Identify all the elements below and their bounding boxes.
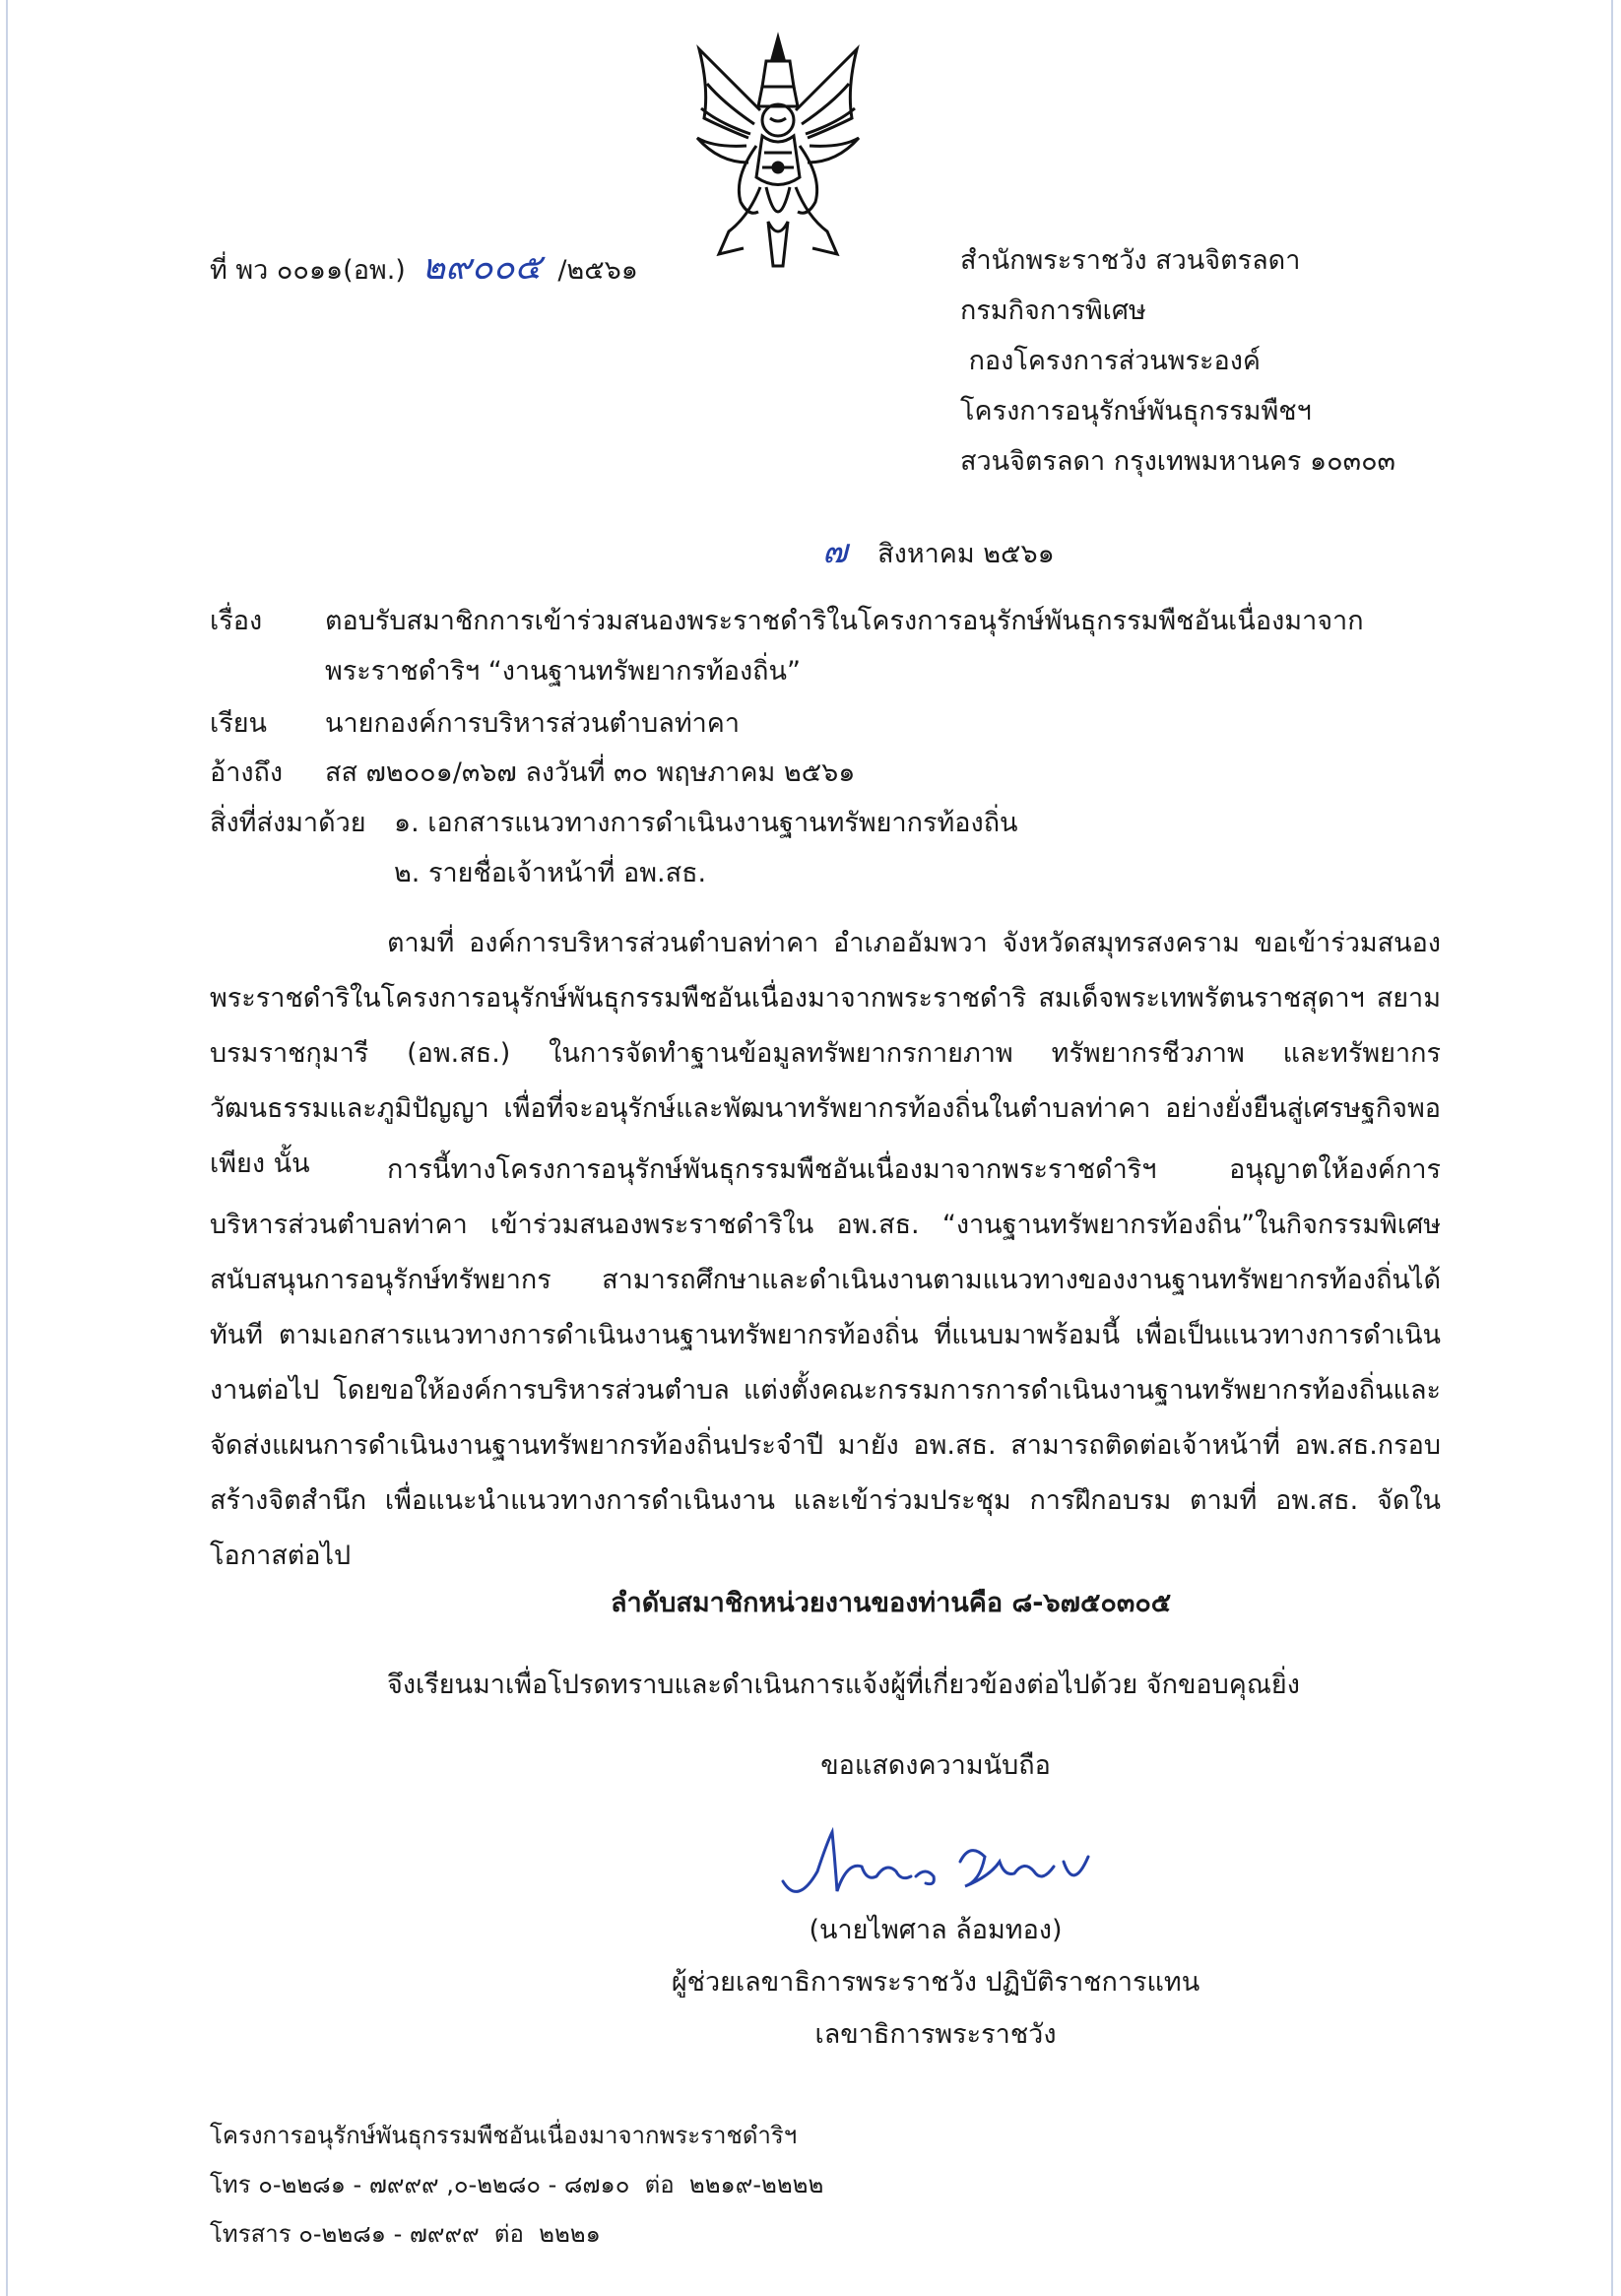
recipient-value: นายกองค์การบริหารส่วนตำบลท่าคา <box>325 708 741 739</box>
footer-fax: โทรสาร ๐-๒๒๘๑ - ๗๙๙๙ ต่อ ๒๒๒๑ <box>210 2220 601 2248</box>
sender-address-line: โครงการอนุรักษ์พันธุกรรมพืชฯ <box>960 396 1312 426</box>
enclosures-label: สิ่งที่ส่งมาด้วย <box>210 808 366 838</box>
ref-handwritten-number: ๒๙๐๐๕ <box>421 247 542 288</box>
enclosure-item: ๒. รายชื่อเจ้าหน้าที่ อพ.สธ. <box>394 858 707 888</box>
date-month-year: สิงหาคม ๒๕๖๑ <box>877 539 1055 569</box>
body-paragraph-2: การนี้ทางโครงการอนุรักษ์พันธุกรรมพืชอันเนื่องมาจากพระราชดำริฯ อนุญาตให้องค์การบริหารส่วนตำบลท่าคา เข้าร่วมสนองพระราชดำริใน อพ.สธ. “งานฐานทรัพยากรท้องถิ่น”ในกิจกรรมพิเศษสนับสนุนการอนุรักษ์ทรัพยากร สามารถศึกษาและดำเนินงานตามแนวทางของงานฐานทรัพยากรท้องถิ่นได้ทันที ตามเอกสารแนวทางการดำเนินงานฐานทรัพยากรท้องถิ่น ที่แนบมาพร้อมนี้ เพื่อเป็นแนวทางการดำเนินงานต่อไป โดยขอให้องค์การบริหารส่วนตำบล แต่งตั้งคณะกรรมการการดำเนินงานฐานทรัพยากรท้องถิ่นและจัดส่งแผนการดำเนินงานฐานทรัพยากรท้องถิ่นประจำปี มายัง อพ.สธ. สามารถติดต่อเจ้าหน้าที่ อพ.สธ.กรอบสร้างจิตสำนึก เพื่อแนะนำแนวทางการดำเนินงาน และเข้าร่วมประชุม การฝึกอบรม ตามที่ อพ.สธ. จัดในโอกาสต่อไป <box>210 1154 1441 1571</box>
letter-date <box>822 524 1055 577</box>
reference-value: สส ๗๒๐๐๑/๓๖๗ ลงวันที่ ๓๐ พฤษภาคม ๒๕๖๑ <box>325 757 856 788</box>
handwritten-signature <box>778 1822 1103 1911</box>
signatory-position-1: ผู้ช่วยเลขาธิการพระราชวัง ปฏิบัติราชการแทน <box>671 1967 1200 1998</box>
sender-address-line: กองโครงการส่วนพระองค์ <box>960 346 1261 376</box>
reference-label: อ้างถึง <box>210 757 284 788</box>
signatory-position-2: เลขาธิการพระราชวัง <box>814 2019 1057 2050</box>
page-edge-left <box>6 0 8 2296</box>
reference-number <box>210 238 638 295</box>
recipient-label: เรียน <box>210 708 268 739</box>
page-edge-right <box>1611 0 1613 2296</box>
garuda-emblem-icon <box>689 30 867 276</box>
ref-prefix: ที่ พว ๐๐๑๑(อพ.) <box>210 255 406 286</box>
subject-line-2: พระราชดำริฯ “งานฐานทรัพยากรท้องถิ่น” <box>325 656 801 687</box>
footer-office: โครงการอนุรักษ์พันธุกรรมพืชอันเนื่องมาจากพระราชดำริฯ <box>210 2122 798 2149</box>
closing-salutation: ขอแสดงความนับถือ <box>820 1750 1051 1781</box>
date-handwritten-day: ๗ <box>822 532 848 571</box>
closing-request: จึงเรียนมาเพื่อโปรดทราบและดำเนินการแจ้งผู้ที่เกี่ยวข้องต่อไปด้วย จักขอบคุณยิ่ง <box>387 1670 1300 1700</box>
sender-address-line: สำนักพระราชวัง สวนจิตรลดา <box>960 245 1301 276</box>
body-paragraph-1: ตามที่ องค์การบริหารส่วนตำบลท่าคา อำเภออัมพวา จังหวัดสมุทรสงคราม ขอเข้าร่วมสนองพระราชดำริในโครงการอนุรักษ์พันธุกรรมพืชอันเนื่องมาจากพระราชดำริ สมเด็จพระเทพรัตนราชสุดาฯ สยามบรมราชกุมารี (อพ.สธ.) ในการจัดทำฐานข้อมูลทรัพยากรกายภาพ ทรัพยากรชีวภาพ และทรัพยากรวัฒนธรรมและภูมิปัญญา เพื่อที่จะอนุรักษ์และพัฒนาทรัพยากรท้องถิ่นในตำบลท่าคา อย่างยั่งยืนสู่เศรษฐกิจพอเพียง นั้น <box>210 928 1441 1179</box>
sender-address-line: กรมกิจการพิเศษ <box>960 295 1146 326</box>
signatory-name: (นายไพศาล ล้อมทอง) <box>809 1915 1063 1945</box>
footer-phone: โทร ๐-๒๒๘๑ - ๗๙๙๙ ,๐-๒๒๘๐ - ๘๗๑๐ ต่อ ๒๒๑๙-๒๒๒๒ <box>210 2171 824 2198</box>
subject-line-1: ตอบรับสมาชิกการเข้าร่วมสนองพระราชดำริในโครงการอนุรักษ์พันธุกรรมพืชอันเนื่องมาจาก <box>325 606 1364 636</box>
ref-suffix: /๒๕๖๑ <box>557 255 638 286</box>
subject-label: เรื่อง <box>210 606 263 636</box>
member-number-line: ลำดับสมาชิกหน่วยงานของท่านคือ ๘-๖๗๕๐๓๐๕ <box>611 1588 1172 1618</box>
sender-address-line: สวนจิตรลดา กรุงเทพมหานคร ๑๐๓๐๓ <box>960 446 1396 477</box>
enclosure-item: ๑. เอกสารแนวทางการดำเนินงานฐานทรัพยากรท้องถิ่น <box>394 808 1018 838</box>
